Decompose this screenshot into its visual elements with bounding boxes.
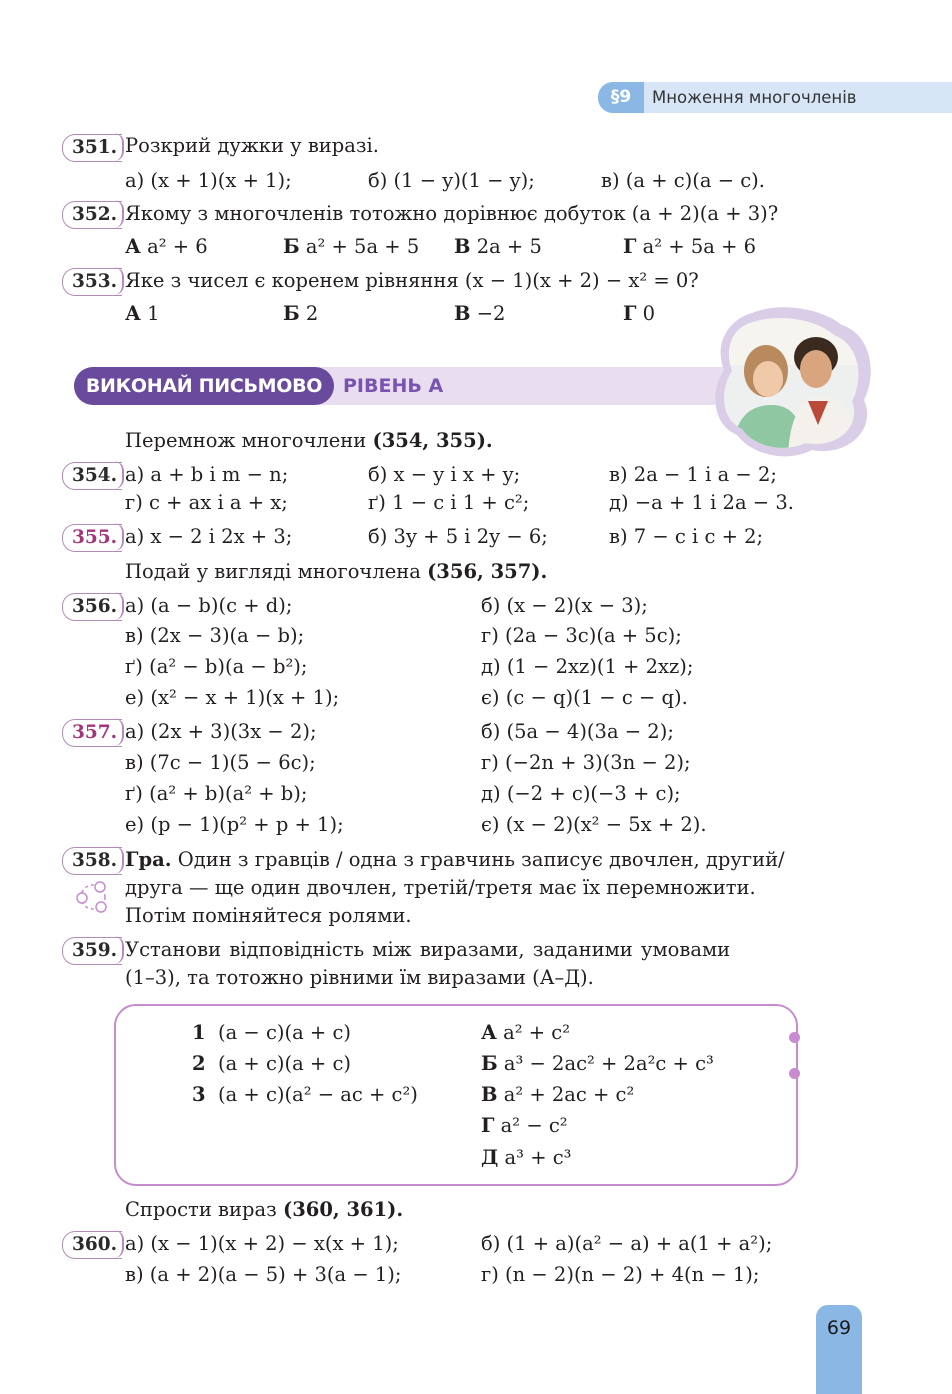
option-expr: −2 <box>476 302 506 325</box>
task-353-option-b <box>283 302 318 325</box>
task-number-351: 351. <box>62 134 122 162</box>
match-right-c <box>481 1083 634 1106</box>
task-number-356: 356. <box>62 593 122 621</box>
option-expr: 1 <box>147 302 160 325</box>
option-letter: В <box>454 302 471 325</box>
option-expr: 0 <box>642 302 656 325</box>
section-number: §9 <box>598 82 644 113</box>
task-353-option-d <box>623 302 655 325</box>
intro-text: Перемнож многочлени <box>125 429 373 452</box>
game-label: Гра. <box>125 848 172 871</box>
task-357-item: е) (p − 1)(p² + p + 1); <box>125 813 344 836</box>
task-352-option-d <box>623 235 756 258</box>
task-356-item: є) (c − q)(1 − c − q). <box>481 686 688 709</box>
option-letter: Б <box>283 302 300 325</box>
task-360-item: а) (x − 1)(x + 2) − x(x + 1); <box>125 1232 399 1255</box>
match-letter: В <box>481 1083 498 1106</box>
task-357-item: г) (−2n + 3)(3n − 2); <box>481 751 691 774</box>
intro-ref: (354, 355). <box>372 429 493 452</box>
task-357-item: ґ) (a² + b)(a² + b); <box>125 782 308 805</box>
task-353-option-a <box>125 302 160 325</box>
match-expr: a² − c² <box>500 1114 568 1137</box>
task-356-item: е) (x² − x + 1)(x + 1); <box>125 686 340 709</box>
task-number-358: 358. <box>62 847 122 875</box>
task-356-item: б) (x − 2)(x − 3); <box>481 594 648 617</box>
task-357-item: д) (−2 + c)(−3 + c); <box>481 782 681 805</box>
task-354-item: в) 2a − 1 і a − 2; <box>609 463 777 486</box>
connector-dot <box>789 1032 800 1043</box>
match-number: 3 <box>192 1083 206 1106</box>
connector-dot <box>789 1068 800 1079</box>
intro-text: Спрости вираз <box>125 1198 283 1221</box>
task-number-355: 355. <box>62 524 122 552</box>
match-right-b <box>481 1052 714 1075</box>
task-354-item: ґ) 1 − c і 1 + c²; <box>368 491 530 514</box>
match-letter: А <box>481 1021 497 1044</box>
task-360-item: в) (a + 2)(a − 5) + 3(a − 1); <box>125 1263 402 1286</box>
option-expr: a² + 5a + 5 <box>305 235 420 258</box>
task-358-text: Один з гравців / одна з гравчинь записує двочлен, другий/ <box>171 848 785 871</box>
option-letter: А <box>125 235 141 258</box>
task-352-option-a <box>125 235 208 258</box>
match-letter: Г <box>481 1114 495 1137</box>
intro-text: Подай у вигляді многочлена <box>125 560 428 583</box>
option-letter: Г <box>623 302 637 325</box>
match-expr: a³ − 2ac² + 2a²c + c³ <box>503 1052 714 1075</box>
banner-level-label: РІВЕНЬ А <box>343 375 444 397</box>
match-number: 2 <box>192 1052 206 1075</box>
task-357-item: б) (5a − 4)(3a − 2); <box>481 720 674 743</box>
match-left-2 <box>192 1052 351 1075</box>
task-351-a: а) (x + 1)(x + 1); <box>125 169 292 192</box>
option-expr: a² + 5a + 6 <box>642 235 757 258</box>
task-number-360: 360. <box>62 1231 122 1259</box>
match-number: 1 <box>192 1021 206 1044</box>
intro-simplify <box>125 1198 403 1221</box>
match-left-3 <box>192 1083 418 1106</box>
task-number-352: 352. <box>62 201 122 229</box>
task-356-item: г) (2a − 3c)(a + 5c); <box>481 624 682 647</box>
task-number-357: 357. <box>62 719 122 747</box>
option-expr: 2a + 5 <box>476 235 542 258</box>
match-right-a <box>481 1021 570 1044</box>
task-359-line2: (1–3), та тотожно рівними їм виразами (А–Д). <box>125 966 594 989</box>
match-left-1 <box>192 1021 351 1044</box>
task-354-item: д) −a + 1 і 2a − 3. <box>609 491 794 514</box>
task-352-option-b <box>283 235 419 258</box>
task-356-item: д) (1 − 2xz)(1 + 2xz); <box>481 655 694 678</box>
task-358-line1 <box>125 848 785 871</box>
task-358-line3: Потім поміняйтеся ролями. <box>125 904 412 927</box>
task-351-text: Розкрий дужки у виразі. <box>125 134 379 157</box>
task-355-item: б) 3y + 5 і 2y − 6; <box>368 525 548 548</box>
match-right-d <box>481 1114 568 1137</box>
intro-ref: (360, 361). <box>282 1198 404 1221</box>
match-right-e <box>481 1146 571 1169</box>
option-expr: 2 <box>305 302 319 325</box>
task-355-item: а) x − 2 і 2x + 3; <box>125 525 293 548</box>
task-number-353: 353. <box>62 268 122 296</box>
match-expr: a³ + c³ <box>504 1146 572 1169</box>
option-letter: Г <box>623 235 637 258</box>
match-letter: Б <box>481 1052 498 1075</box>
task-357-item: є) (x − 2)(x² − 5x + 2). <box>481 813 707 836</box>
match-expr: (a + c)(a + c) <box>217 1052 351 1075</box>
banner-write-label: ВИКОНАЙ ПИСЬМОВО <box>74 367 334 405</box>
intro-multiply <box>125 429 493 452</box>
intro-ref: (356, 357). <box>427 560 548 583</box>
task-number-354: 354. <box>62 462 122 490</box>
match-expr: a² + 2ac + c² <box>503 1083 635 1106</box>
match-expr: (a − c)(a + c) <box>217 1021 351 1044</box>
task-356-item: в) (2x − 3)(a − b); <box>125 624 305 647</box>
option-letter: А <box>125 302 141 325</box>
task-359-line1: Установи відповідність між виразами, заданими умовами <box>125 938 731 961</box>
task-351-c: в) (a + c)(a − c). <box>601 169 765 192</box>
task-355-item: в) 7 − c і c + 2; <box>609 525 764 548</box>
task-356-item: а) (a − b)(c + d); <box>125 594 293 617</box>
match-expr: a² + c² <box>503 1021 571 1044</box>
task-353-text: Яке з чисел є коренем рівняння (x − 1)(x + 2) − x² = 0? <box>125 269 699 292</box>
section-title: Множення многочленів <box>652 88 857 107</box>
task-352-option-c <box>454 235 542 258</box>
match-expr: (a + c)(a² − ac + c²) <box>217 1083 418 1106</box>
group-activity-icon <box>74 878 112 920</box>
match-letter: Д <box>481 1146 499 1169</box>
task-360-item: г) (n − 2)(n − 2) + 4(n − 1); <box>481 1263 760 1286</box>
task-352-text: Якому з многочленів тотожно дорівнює добуток (a + 2)(a + 3)? <box>125 202 779 225</box>
task-354-item: г) c + ax і a + x; <box>125 491 288 514</box>
task-number-359: 359. <box>62 937 122 965</box>
option-expr: a² + 6 <box>147 235 208 258</box>
task-357-item: а) (2x + 3)(3x − 2); <box>125 720 317 743</box>
page-number: 69 <box>816 1305 862 1394</box>
task-358-line2: друга — ще один двочлен, третій/третя має їх перемножити. <box>125 876 756 899</box>
task-353-option-c <box>454 302 505 325</box>
task-356-item: ґ) (a² − b)(a − b²); <box>125 655 308 678</box>
task-354-item: а) a + b і m − n; <box>125 463 289 486</box>
option-letter: В <box>454 235 471 258</box>
intro-polynomial <box>125 560 547 583</box>
task-354-item: б) x − y і x + y; <box>368 463 521 486</box>
students-photo <box>712 305 874 460</box>
task-360-item: б) (1 + a)(a² − a) + a(1 + a²); <box>481 1232 773 1255</box>
option-letter: Б <box>283 235 300 258</box>
task-351-b: б) (1 − y)(1 − y); <box>368 169 535 192</box>
task-357-item: в) (7c − 1)(5 − 6c); <box>125 751 316 774</box>
